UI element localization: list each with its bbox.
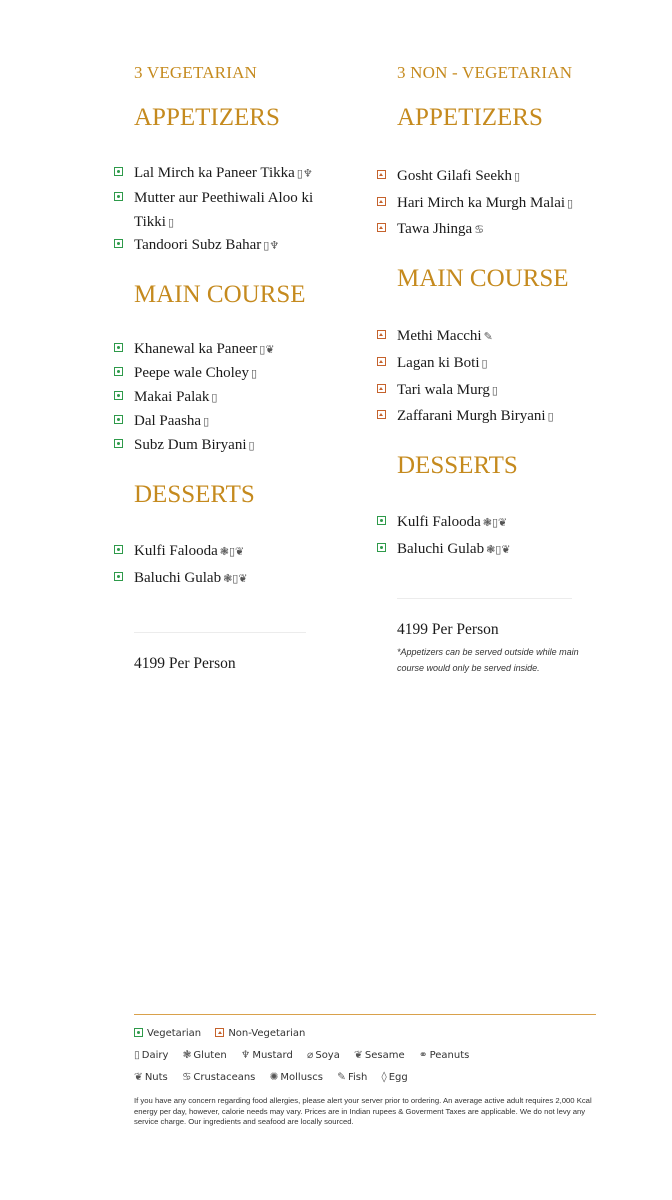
veg-mark-icon — [114, 343, 123, 352]
nonveg-appetizers-heading: APPETIZERS — [397, 104, 543, 131]
legend-diet-row — [134, 1028, 316, 1039]
veg-main-item: Peepe wale Choley ▯ — [134, 361, 354, 386]
veg-main-item: Subz Dum Biryani ▯ — [134, 433, 354, 458]
dairy-icon: ▯ — [134, 1049, 140, 1061]
nonveg-main-item: Zaffarani Murgh Biryani ▯ — [397, 404, 627, 429]
non-veg-mark-icon — [377, 410, 386, 419]
non-veg-mark-icon — [377, 330, 386, 339]
non-veg-mark-icon — [377, 357, 386, 366]
egg-icon: ◊ — [381, 1071, 387, 1083]
veg-mark-icon — [114, 391, 123, 400]
soya-icon: ⌀ — [307, 1049, 314, 1061]
allergen-icons: ▯ — [248, 439, 255, 452]
veg-main-course-heading: MAIN COURSE — [134, 281, 306, 308]
legend-crustaceans: ♋ Crustaceans — [181, 1071, 256, 1083]
allergen-icons: ▯ — [547, 410, 554, 423]
allergen-icons: ❃▯❦ — [223, 572, 248, 585]
veg-main-item: Dal Paasha ▯ — [134, 409, 354, 434]
appetizer-note: *Appetizers can be served outside while main course would only be served inside. — [397, 647, 579, 673]
sesame-icon: ❦ — [354, 1049, 363, 1061]
nonveg-dessert-item: Kulfi Falooda ❃▯❦ — [397, 510, 627, 535]
veg-mark-icon — [114, 439, 123, 448]
veg-price: 4199 Per Person — [134, 655, 236, 672]
veg-mark-icon — [114, 192, 123, 201]
gluten-icon: ❃ — [182, 1049, 192, 1061]
allergen-icons: ▯ — [513, 170, 521, 183]
nonveg-appetizer-item: Hari Mirch ka Murgh Malai ▯ — [397, 191, 627, 216]
veg-mark-icon — [134, 1028, 143, 1037]
allergen-icons: ▯♆ — [263, 239, 280, 252]
allergen-icons: ▯ — [203, 415, 210, 428]
nonveg-dessert-item: Baluchi Gulab ❃▯❦ — [397, 537, 627, 562]
allergen-icons: ▯❦ — [259, 343, 275, 356]
legend-allergen-row-2 — [134, 1071, 419, 1083]
mustard-icon: ♆ — [240, 1049, 251, 1061]
allergy-disclaimer: If you have any concern regarding food allergies, please alert your server prior to ordering. An average active adult requires 2,000 Kcal energy per day, however, calorie needs may vary. Prices are in Indian rupees & Goverment Taxes are applicable. We do not levy any service charge. Our ingredients and seafood are locally sourced. — [134, 1096, 592, 1126]
veg-main-item: Makai Palak ▯ — [134, 385, 354, 410]
legend-fish: ✎ Fish — [337, 1071, 368, 1083]
allergen-icons: ♋ — [474, 223, 485, 236]
nonveg-main-item: Lagan ki Boti ▯ — [397, 351, 627, 376]
legend-non-vegetarian: Non-Vegetarian — [215, 1028, 305, 1039]
nonveg-main-item: Methi Macchi ✎ — [397, 324, 627, 349]
veg-mark-icon — [114, 572, 123, 581]
nuts-icon: ❦ — [134, 1071, 143, 1083]
veg-mark-icon — [377, 516, 386, 525]
veg-mark-icon — [114, 167, 123, 176]
allergen-icons: ❃▯❦ — [219, 545, 245, 558]
peanuts-icon: ⚭ — [418, 1049, 428, 1061]
fish-icon: ✎ — [337, 1071, 346, 1083]
allergen-icons: ▯ — [250, 367, 258, 380]
allergen-icons: ❃▯❦ — [482, 516, 508, 529]
legend-gluten: ❃ Gluten — [182, 1049, 227, 1061]
veg-dessert-item: Baluchi Gulab ❃▯❦ — [134, 566, 354, 591]
legend-vegetarian: Vegetarian — [134, 1028, 201, 1039]
veg-appetizer-item: Mutter aur Peethiwali Aloo ki Tikki ▯ — [134, 186, 344, 235]
vegetarian-tag: 3 VEGETARIAN — [134, 63, 258, 82]
nonveg-main-item: Tari wala Murg ▯ — [397, 378, 627, 403]
legend-nuts: ❦ Nuts — [134, 1071, 168, 1083]
veg-dessert-item: Kulfi Falooda ❃▯❦ — [134, 539, 354, 564]
non-veg-mark-icon — [377, 197, 386, 206]
nonveg-desserts-heading: DESSERTS — [397, 452, 518, 479]
non-veg-mark-icon — [215, 1028, 224, 1037]
veg-desserts-heading: DESSERTS — [134, 481, 255, 508]
allergen-icons: ▯ — [211, 391, 218, 404]
nonveg-main-course-heading: MAIN COURSE — [397, 265, 569, 292]
allergen-icons: ▯ — [481, 357, 488, 370]
legend-peanuts: ⚭ Peanuts — [418, 1049, 470, 1061]
veg-appetizer-item: Tandoori Subz Bahar ▯♆ — [134, 233, 354, 258]
veg-mark-icon — [114, 545, 123, 554]
veg-mark-icon — [114, 239, 123, 248]
divider — [134, 632, 306, 633]
legend-allergen-row-1 — [134, 1049, 480, 1061]
veg-mark-icon — [114, 367, 123, 376]
allergen-icons: ▯♆ — [296, 167, 313, 180]
veg-main-item: Khanewal ka Paneer ▯❦ — [134, 337, 354, 362]
nonveg-price: 4199 Per Person — [397, 621, 499, 638]
legend-molluscs: ✺ Molluscs — [269, 1071, 323, 1083]
non-veg-mark-icon — [377, 223, 386, 232]
allergen-icons: ▯ — [567, 197, 574, 210]
allergen-icons: ▯ — [491, 384, 498, 397]
nonveg-appetizer-item: Tawa Jhinga ♋ — [397, 217, 627, 242]
legend-divider — [134, 1014, 596, 1015]
veg-appetizer-item: Lal Mirch ka Paneer Tikka ▯♆ — [134, 161, 354, 186]
non-veg-mark-icon — [377, 170, 386, 179]
legend-sesame: ❦ Sesame — [354, 1049, 405, 1061]
crustaceans-icon: ♋ — [181, 1071, 192, 1083]
legend-soya: ⌀ Soya — [307, 1049, 340, 1061]
non-vegetarian-tag: 3 NON - VEGETARIAN — [397, 63, 573, 82]
veg-appetizers-heading: APPETIZERS — [134, 104, 280, 131]
molluscs-icon: ✺ — [269, 1071, 279, 1083]
legend-egg: ◊ Egg — [381, 1071, 408, 1083]
divider — [397, 598, 572, 599]
non-veg-mark-icon — [377, 384, 386, 393]
veg-mark-icon — [114, 415, 123, 424]
legend-dairy: ▯ Dairy — [134, 1049, 169, 1061]
allergen-icons: ✎ — [483, 330, 493, 343]
veg-mark-icon — [377, 543, 386, 552]
legend-mustard: ♆ Mustard — [240, 1049, 293, 1061]
allergen-icons: ❃▯❦ — [486, 543, 511, 556]
nonveg-appetizer-item: Gosht Gilafi Seekh ▯ — [397, 164, 627, 189]
allergen-icons: ▯ — [167, 216, 175, 229]
